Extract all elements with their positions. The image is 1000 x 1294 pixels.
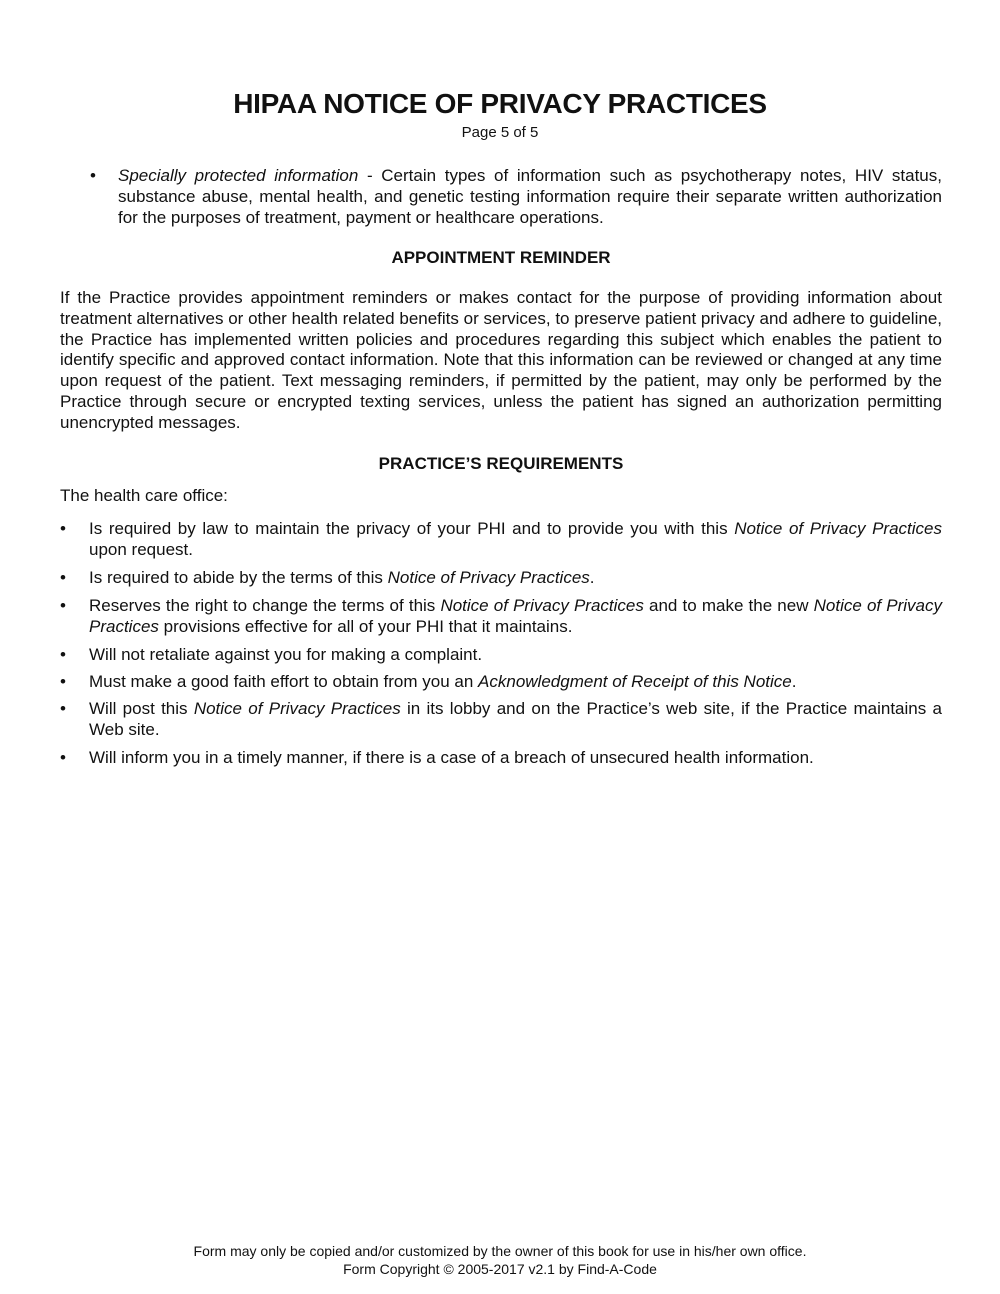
italic-run: Notice of Privacy Practices	[734, 519, 942, 538]
text-run: Will not retaliate against you for making a complaint.	[89, 645, 483, 664]
text-run: and to make the new	[643, 596, 814, 615]
list-item-text	[89, 748, 814, 769]
list-item	[60, 699, 942, 741]
section-heading-appointment: APPOINTMENT REMINDER	[391, 248, 611, 267]
bullet-body: - Certain types of information such as psychotherapy notes, HIV status, substance abuse, mental health, and genetic testing information require their separate written authorization for the purposes of treatment, payment or healthcare operations.	[118, 166, 942, 227]
document-title: HIPAA NOTICE OF PRIVACY PRACTICES	[233, 88, 767, 119]
list-item	[60, 568, 942, 589]
italic-run: Notice of Privacy Practices	[387, 568, 590, 587]
text-run: .	[589, 568, 595, 587]
text-run: provisions effective for all of your PHI that it maintains.	[158, 616, 573, 636]
list-item	[60, 519, 942, 561]
bullet-dot	[60, 699, 89, 741]
text-run: upon request.	[89, 539, 193, 559]
bullet-dot	[60, 645, 89, 666]
text-run: .	[791, 672, 797, 691]
list-item-text	[89, 645, 482, 666]
bullet-dot	[60, 519, 89, 561]
italic-run: Notice of Privacy Practices	[193, 699, 401, 718]
text-run: Will inform you in a timely manner, if there is a case of a breach of unsecured health information.	[89, 748, 814, 767]
requirements-intro: The health care office:	[60, 486, 228, 505]
text-run: Reserves the right to change the terms of this	[89, 596, 441, 615]
list-item-text	[89, 672, 796, 693]
list-item	[60, 596, 942, 638]
list-item-text	[89, 568, 595, 589]
text-run: in its lobby and on the Practice’s web site, if the Practice maintains a Web site.	[89, 699, 942, 739]
italic-lead: Specially protected information	[118, 166, 359, 185]
list-item	[60, 672, 942, 693]
footer-copyright: Form Copyright © 2005-2017 v2.1 by Find-A-Code	[343, 1261, 657, 1277]
italic-run: Acknowledgment of Receipt of this Notice	[478, 672, 792, 691]
text-run: Is required to abide by the terms of this	[89, 568, 388, 587]
list-item	[60, 645, 942, 666]
bullet-dot	[60, 568, 89, 589]
bullet-dot	[60, 748, 89, 769]
bullet-specially-protected	[90, 166, 942, 228]
italic-run: Notice of Privacy Practices	[89, 596, 942, 636]
text-run: Is required by law to maintain the privacy of your PHI and to provide you with this	[89, 519, 735, 538]
list-item-text	[89, 699, 942, 741]
text-run: Will post this	[89, 699, 194, 718]
appointment-paragraph: If the Practice provides appointment reminders or makes contact for the purpose of providing information about treatment alternatives or other health related benefits or services, to preserve patient privacy and adhere to guideline, the Practice has implemented written policies and procedures regarding this subject which enables the patient to identify specific and approved contact information. Note that this information can be reviewed or changed at any time upon request of the patient. Text messaging reminders, if permitted by the patient, may only be performed by the Practice through secure or encrypted texting services, unless the patient has signed an authorization permitting unencrypted messages.	[60, 288, 942, 432]
list-item-text	[89, 596, 942, 638]
bullet-text	[118, 166, 942, 228]
bullet-dot	[60, 596, 89, 638]
page-number: Page 5 of 5	[461, 124, 539, 141]
section-heading-requirements: PRACTICE’S REQUIREMENTS	[378, 454, 624, 473]
list-item-text	[89, 519, 942, 561]
list-item	[60, 748, 942, 769]
bullet-dot	[90, 166, 118, 228]
italic-run: Notice of Privacy Practices	[440, 596, 644, 615]
text-run: Must make a good faith effort to obtain from you an	[89, 672, 479, 691]
footer-copy-notice: Form may only be copied and/or customized by the owner of this book for use in his/her own office.	[193, 1243, 807, 1259]
bullet-dot	[60, 672, 89, 693]
